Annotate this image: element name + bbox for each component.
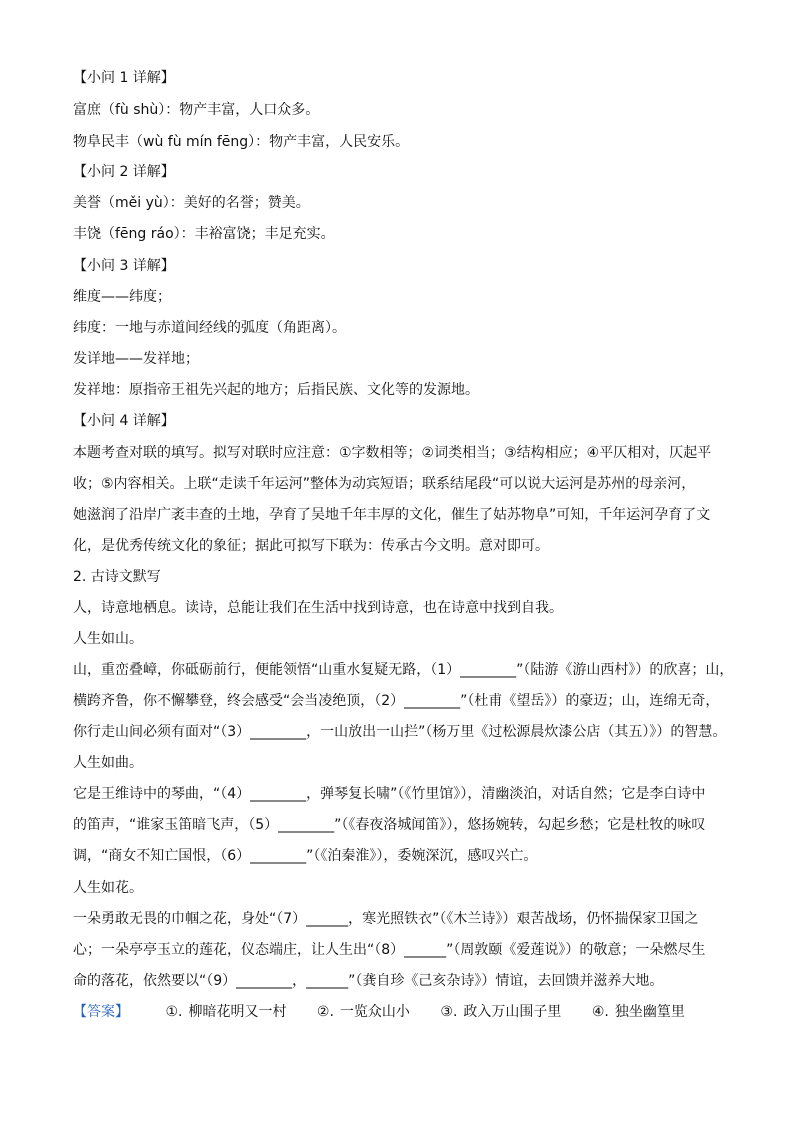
text-line: 人，诗意地栖息。读诗，总能让我们在生活中找到诗意，也在诗意中找到自我。 [73, 600, 563, 616]
answer-number: ①. [165, 1004, 183, 1020]
answer-text: 柳暗花明又一村 [188, 1004, 287, 1020]
text-line: 富庶（fù shù）：物产丰富，人口众多。 [73, 102, 320, 118]
text-line: 物阜民丰（wù fù mín fēng）：物产丰富，人民安乐。 [73, 134, 410, 150]
answer-text: 一览众山小 [339, 1004, 410, 1020]
answer-text: 独坐幽篁里 [614, 1004, 685, 1020]
text-line: 命的落花，依然要以“（9）________，______”（龚自珍《己亥杂诗》）情谊，去回馈并滋养大地。 [73, 973, 664, 989]
answer-number: ②. [316, 1004, 334, 1020]
section-heading-q1: 【小问 1 详解】 [73, 70, 175, 86]
text-line: 你行走山间必须有面对“（3）________，一山放出一山拦”（杨万里《过松源晨炊漆公店（其五）》）的智慧。 [73, 724, 727, 740]
answer-number: ④. [591, 1004, 609, 1020]
text-line: 化，是优秀传统文化的象征；据此可拟写下联为：传承古今文明。意对即可。 [73, 538, 549, 554]
text-line: 横跨齐鲁，你不懈攀登，终会感受“会当凌绝顶，（2）________”（杜甫《望岳》）的豪迈；山，连绵无奇， [73, 693, 720, 709]
answer-item [440, 1002, 561, 1022]
text-line: 纬度：一地与赤道间经线的弧度（角距离）。 [73, 320, 346, 336]
section-heading-q2: 【小问 2 详解】 [73, 164, 175, 180]
answer-number: ③. [440, 1004, 458, 1020]
subheading: 人生如曲。 [73, 755, 143, 771]
text-line: 美誉（měi yù）：美好的名誉；赞美。 [73, 195, 310, 211]
section-heading-q4: 【小问 4 详解】 [73, 413, 175, 429]
answer-item [165, 1002, 286, 1022]
subheading: 人生如花。 [73, 880, 143, 896]
text-line: 山，重峦叠嶂，你砥砺前行，便能领悟“山重水复疑无路，（1）________”（陆游《游山西村》）的欣喜；山， [73, 662, 734, 678]
text-line: 发祥地：原指帝王祖先兴起的地方；后指民族、文化等的发源地。 [73, 382, 479, 398]
question-title: 2. 古诗文默写 [73, 569, 161, 585]
text-line: 她滋润了沿岸广袤丰查的土地，孕育了吴地千年丰厚的文化，催生了姑苏物阜”可知，千年运河孕育了文 [73, 507, 711, 523]
text-line: 调，“商女不知亡国恨，（6）________”（《泊秦淮》），委婉深沉，感叹兴亡。 [73, 848, 538, 864]
text-line: 收；⑤内容相关。上联“走读千年运河”整体为动宾短语；联系结尾段“可以说大运河是苏州的母亲河， [73, 476, 696, 492]
text-line: 一朵勇敢无畏的巾帼之花，身处“（7）______，寒光照铁衣”（《木兰诗》）艰苦战场，仍怀揣保家卫国之 [73, 911, 699, 927]
text-line: 的笛声，“谁家玉笛暗飞声，（5）________”（《春夜洛城闻笛》），悠扬婉转，勾起乡愁；它是杜牧的咏叹 [73, 817, 706, 833]
text-line: 心；一朵亭亭玉立的莲花，仪态端庄，让人生出“（8）______”（周敦颐《爱莲说》）的敬意；一朵燃尽生 [73, 942, 706, 958]
answer-label: 【答案】 [73, 1004, 129, 1020]
answer-row [73, 1002, 711, 1022]
answer-item [592, 1002, 685, 1022]
text-line: 发详地——发祥地； [73, 351, 199, 367]
text-line: 它是王维诗中的琴曲，“（4）________，弹琴复长啸”（《竹里馆》），清幽淡泊，对话自然；它是李白诗中 [73, 786, 706, 802]
subheading: 人生如山。 [73, 631, 143, 647]
section-heading-q3: 【小问 3 详解】 [73, 258, 175, 274]
answer-text: 政入万山围子里 [463, 1004, 562, 1020]
text-line: 本题考查对联的填写。拟写对联时应注意：①字数相等；②词类相当；③结构相应；④平仄相对，仄起平 [73, 445, 712, 461]
text-line: 维度——纬度； [73, 289, 171, 305]
text-line: 丰饶（fēng ráo）：丰裕富饶；丰足充实。 [73, 226, 335, 242]
answer-item [317, 1002, 410, 1022]
